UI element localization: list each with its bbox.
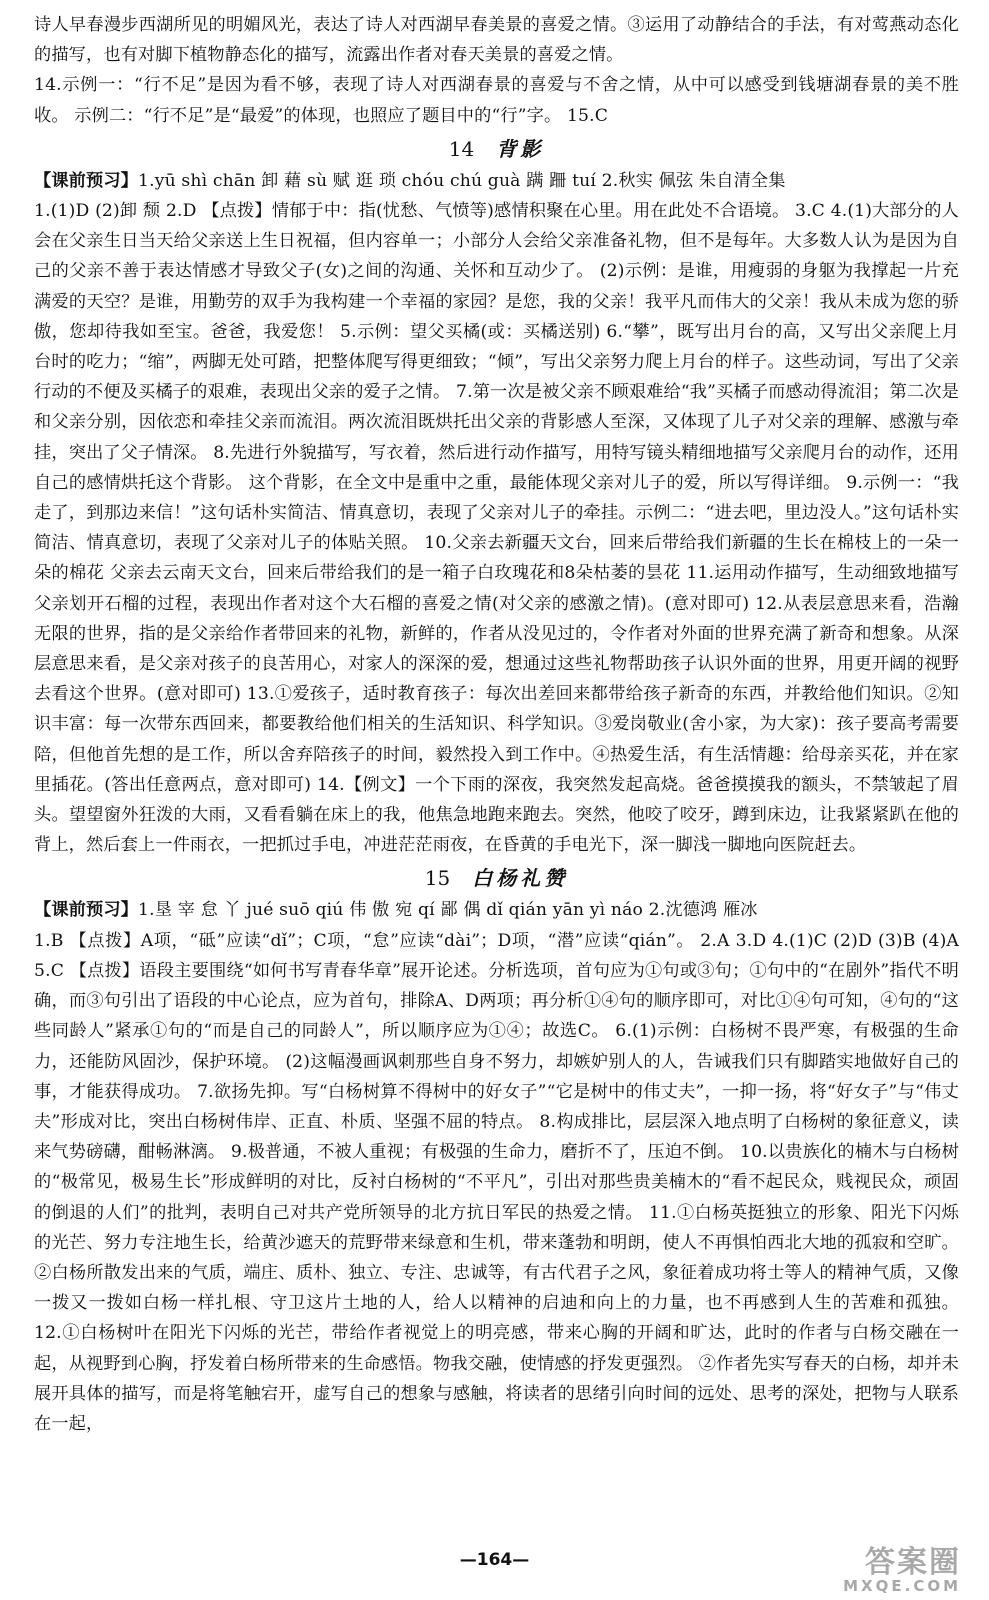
site-watermark: [761, 1545, 961, 1595]
lesson-15-answers: 1.B 【点拨】A项，“砥”应读“dǐ”；C项，“怠”应读“dài”；D项，“潜”应读“qián”。 2.A 3.D 4.(1)C (2)D (3)B (4)A 5.C 【点拨】语段主要围绕“如何书写青春华章”展开论述。分析选项，首句应为①句或③句；①句中的“在剧外”指代不明确，而③句引出了语段的中心论点，应为首句，排除A、D两项；再分析①④句的顺序即可，对比①④句可知，④句的“这些同龄人”紧承①句的“而是自己的同龄人”，所以顺序应为①④；故选C。 6.(1)示例：白杨树不畏严寒，有极强的生命力，还能防风固沙，保护环境。 (2)这幅漫画讽刺那些自身不努力，却嫉妒别人的人，告诫我们只有脚踏实地做好自己的事，才能获得成功。 7.欲扬先抑。写“白杨树算不得树中的好女子”“它是树中的伟丈夫”，一抑一扬，将“好女子”与“伟丈夫”形成对比，突出白杨树伟岸、正直、朴质、坚强不屈的特点。 8.构成排比，层层深入地点明了白杨树的象征意义，读来气势磅礴，酣畅淋漓。 9.极普通，不被人重视；有极强的生命力，磨折不了，压迫不倒。 10.以贵族化的楠木与白杨树的“极常见，极易生长”形成鲜明的对比，反衬白杨树的“不平凡”，引出对那些贵美楠木的“看不起民众，贱视民众，顽固的倒退的人们”的批判，表明自己对共产党所领导的北方抗日军民的热爱之情。 11.①白杨英挺独立的形象、阳光下闪烁的光芒、努力专注地生长，给黄沙遮天的荒野带来绿意和生机，带来蓬勃和明朗，使人不再惧怕西北大地的孤寂和空旷。 ②白杨所散发出来的气质，端庄、质朴、独立、专注、忠诚等，有古代君子之风，象征着成功将士等人的精神气质，又像一拨又一拨如白杨一样扎根、守卫这片土地的人，给人以精神的启迪和向上的力量，也不再感到人生的苦难和孤独。 12.①白杨树叶在阳光下闪烁的光芒，带给作者视觉上的明亮感，带来心胸的开阔和旷达，此时的作者与白杨交融在一起，从视野到心胸，抒发着白杨所带来的生命感悟。物我交融，使情感的抒发更强烈。 ②作者先实写春天的白杨，却并未展开具体的描写，而是将笔触宕开，虚写自己的想象与感触，将读者的思绪引向时间的远处、思考的深处，把物与人联系在一起，: [34, 930, 959, 1434]
lesson-15-preview: [34, 895, 959, 925]
lesson-14-title: 背影: [496, 136, 545, 161]
watermark-logo: 答案圈: [865, 1545, 961, 1580]
lesson-14-heading: [34, 133, 959, 165]
lesson-14-preview-tag: 【课前预习】: [34, 170, 139, 191]
lesson-14-answers: 1.(1)D (2)卸 颓 2.D 【点拨】情郁于中：指(忧愁、气愤等)感情积聚在心里。用在此处不合语境。 3.C 4.(1)大部分的人会在父亲生日当天给父亲送上生日祝福，但内容单一；小部分人会给父亲准备礼物，但不是每年。大多数人认为是因为自己的父亲不善于表达情感才导致父子(女)之间的沟通、关怀和互动少了。 (2)示例：是谁，用瘦弱的身躯为我撑起一片充满爱的天空？是谁，用勤劳的双手为我构建一个幸福的家园？是您，我的父亲！我平凡而伟大的父亲！我从未成为您的骄傲，您却待我如至宝。爸爸，我爱您！ 5.示例：望父买橘(或：买橘送别) 6.“攀”，既写出月台的高，又写出父亲爬上月台时的吃力；“缩”，两脚无处可踏，把整体爬写得更细致；“倾”，写出父亲努力爬上月台的样子。这些动词，写出了父亲行动的不便及买橘子的艰难，表现出父亲的爱子之情。 7.第一次是被父亲不顾艰难给“我”买橘子而感动得流泪；第二次是和父亲分别，因依恋和牵挂父亲而流泪。两次流泪既烘托出父亲的背影感人至深，又体现了儿子对父亲的理解、感激与牵挂，突出了父子情深。 8.先进行外貌描写，写衣着，然后进行动作描写，用特写镜头精细地描写父亲爬月台的动作，还用自己的感情烘托这个背影。 这个背影，在全文中是重中之重，最能体现父亲对儿子的爱，所以写得详细。 9.示例一：“我走了，到那边来信！”这句话朴实简洁、情真意切，表现了父亲对儿子的牵挂。示例二：“进去吧，里边没人。”这句话朴实简洁、情真意切，表现了父亲对儿子的体贴关照。 10.父亲去新疆天文台，回来后带给我们新疆的生长在棉枝上的一朵一朵的棉花 父亲去云南天文台，回来后带给我们的是一箱子白玫瑰花和8朵枯萎的昙花 11.运用动作描写，生动细致地描写父亲划开石榴的过程，表现出作者对这个大石榴的喜爱之情(对父亲的感激之情)。(意对即可) 12.从表层意思来看，浩瀚无限的世界，指的是父亲给作者带回来的礼物，新鲜的，作者从没见过的，令作者对外面的世界充满了新奇和想象。从深层意思来看，是父亲对孩子的良苦用心，对家人的深深的爱，想通过这些礼物帮助孩子认识外面的世界，用更开阔的视野去看这个世界。(意对即可) 13.①爱孩子，适时教育孩子：每次出差回来都带给孩子新奇的东西，并教给他们知识。②知识丰富：每一次带东西回来，都要教给他们相关的生活知识、科学知识。③爱岗敬业(舍小家，为大家)：孩子要高考需要陪，但他首先想的是工作，所以舍弃陪孩子的时间，毅然投入到工作中。④热爱生活，有生活情趣：给母亲买花，并在家里插花。(答出任意两点，意对即可) 14.【例文】一个下雨的深夜，我突然发起高烧。爸爸摸摸我的额头，不禁皱起了眉头。望望窗外狂泼的大雨，又看看躺在床上的我，他焦急地跑来跑去。突然，他咬了咬牙，蹲到床边，让我紧紧趴在他的背上，然后套上一件雨衣，一把抓过手电，冲进茫茫雨夜，在昏黄的手电光下，深一脚浅一脚地向医院赶去。: [34, 201, 959, 856]
watermark-url: MXQE.COM: [843, 1577, 961, 1595]
lesson-14-preview: [34, 166, 959, 196]
intro-paragraph-2: 14.示例一：“行不足”是因为看不够，表现了诗人对西湖春景的喜爱与不舍之情，从中可以感受到钱塘湖春景的美不胜收。 示例二：“行不足”是“最爱”的体现，也照应了题目中的“行”字。 15.C: [34, 75, 959, 126]
lesson-15-preview-text: 1.垦 宰 怠 丫 jué suō qiú 伟 傲 宛 qí 鄙 偶 dǐ qián yān yì náo 2.沈德鸿 雁冰: [138, 900, 758, 921]
lesson-14-preview-text: 1.yū shì chān 卸 藉 sù 赋 逛 琐 chóu chú guà 蹒 跚 tuí 2.秋实 佩弦 朱自清全集: [138, 170, 786, 191]
lesson-15-preview-tag: 【课前预习】: [34, 900, 139, 921]
intro-paragraph-1: 诗人早春漫步西湖所见的明媚风光，表达了诗人对西湖早春美景的喜爱之情。③运用了动静结合的手法，有对莺燕动态化的描写，也有对脚下植物静态化的描写，流露出作者对春天美景的喜爱之情。: [34, 15, 959, 66]
lesson-15-title: 白杨礼赞: [472, 866, 569, 891]
lesson-15-heading: [34, 862, 959, 894]
page-number: —164—: [459, 1550, 530, 1570]
lesson-15-number: 15: [424, 866, 451, 891]
lesson-14-number: 14: [448, 136, 475, 161]
